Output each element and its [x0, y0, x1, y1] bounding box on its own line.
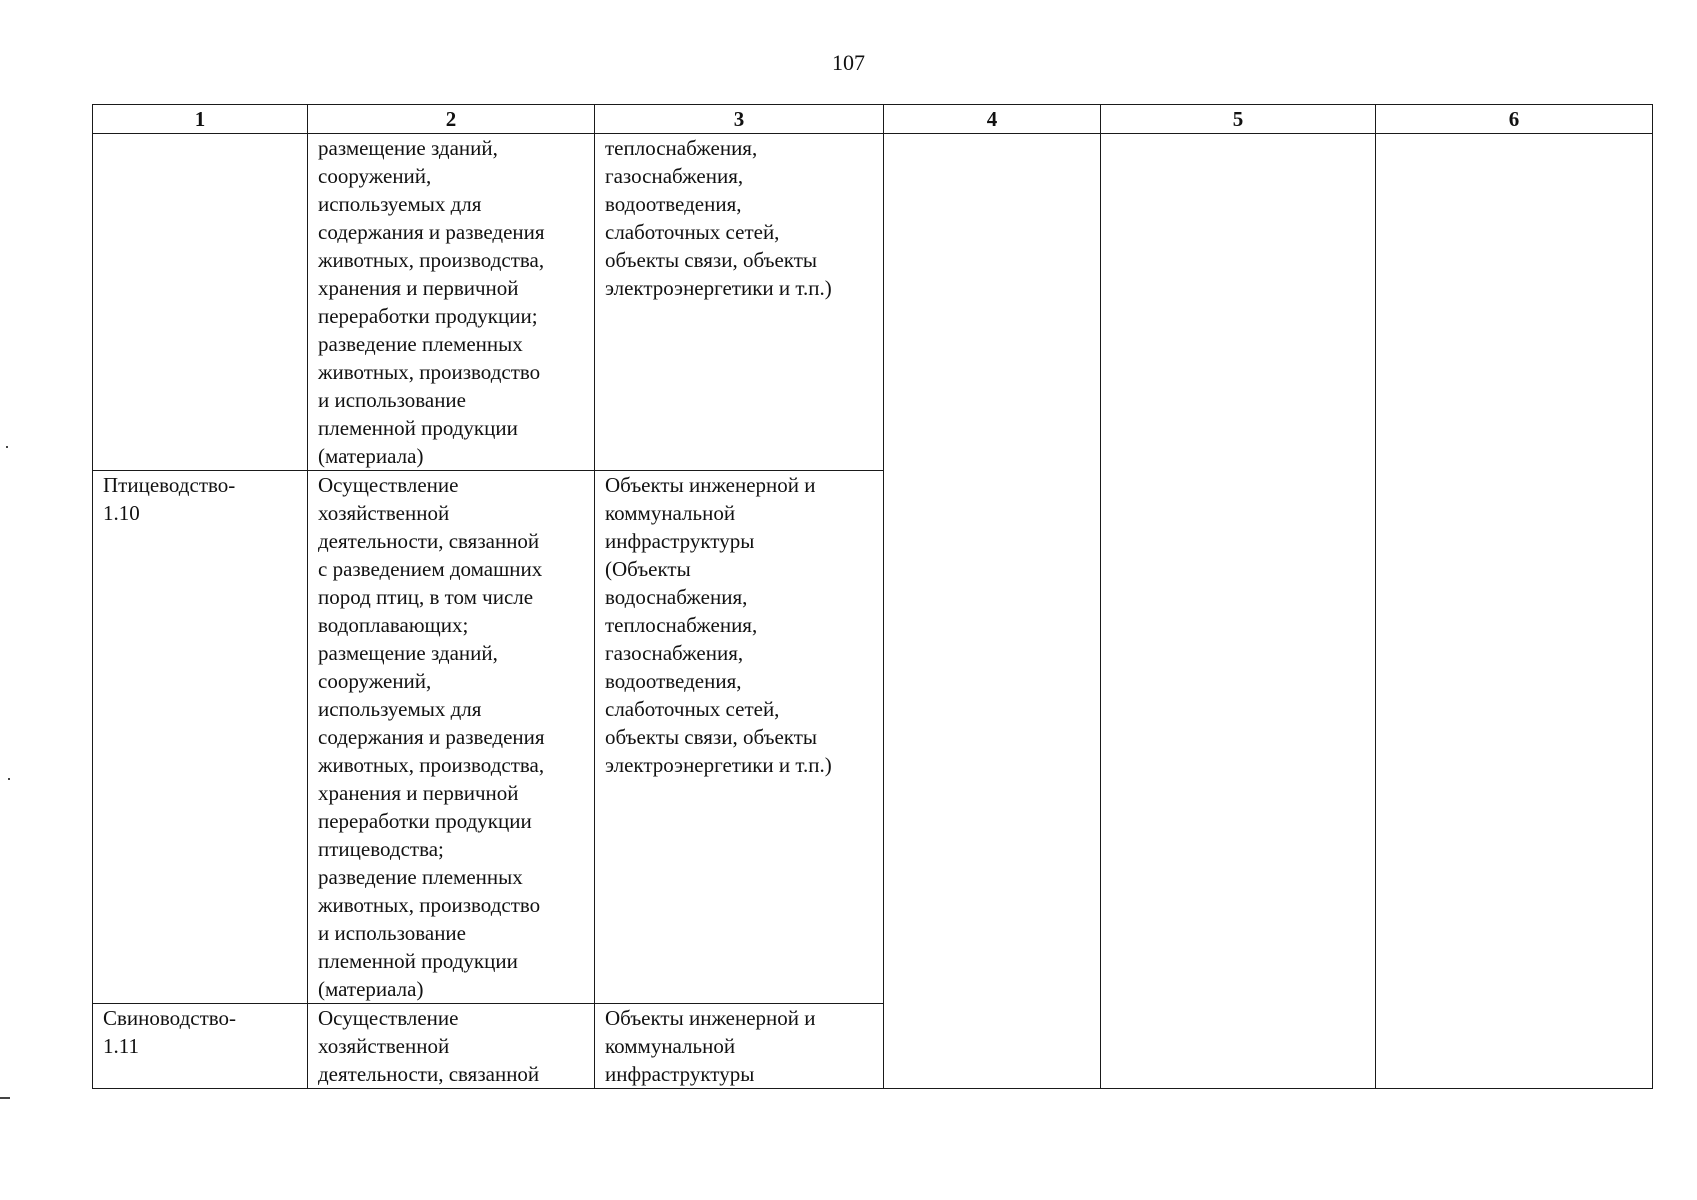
land-use-table	[92, 104, 1653, 1089]
cell-use-description: размещение зданий, сооружений, используемых для содержания и разведения животных, производства, хранения и первичной переработки продукции; разведение племенных животных, производство и использование племенной продукции (материала)	[308, 134, 595, 471]
header-col-6: 6	[1376, 105, 1653, 134]
scan-artifact	[0, 1097, 10, 1099]
header-col-1: 1	[93, 105, 308, 134]
cell-land-use-type: Птицеводство- 1.10	[93, 471, 308, 1004]
table-row	[93, 134, 1653, 471]
cell-col-4-empty	[884, 134, 1101, 1089]
cell-auxiliary-objects: Объекты инженерной и коммунальной инфраструктуры	[595, 1004, 884, 1089]
cell-use-description: Осуществление хозяйственной деятельности, связанной с разведением домашних пород птиц, в том числе водоплавающих; размещение зданий, сооружений, используемых для содержания и разведения животных, производства, хранения и первичной переработки продукции птицеводства; разведение племенных животных, производство и использование племенной продукции (материала)	[308, 471, 595, 1004]
cell-col-5-empty	[1101, 134, 1376, 1089]
cell-land-use-type	[93, 134, 308, 471]
cell-auxiliary-objects: теплоснабжения, газоснабжения, водоотведения, слаботочных сетей, объекты связи, объекты электроэнергетики и т.п.)	[595, 134, 884, 471]
table-header-row	[93, 105, 1653, 134]
cell-auxiliary-objects: Объекты инженерной и коммунальной инфраструктуры (Объекты водоснабжения, теплоснабжения, газоснабжения, водоотведения, слаботочных сетей, объекты связи, объекты электроэнергетики и т.п.)	[595, 471, 884, 1004]
cell-use-description: Осуществление хозяйственной деятельности, связанной	[308, 1004, 595, 1089]
scan-artifact	[8, 778, 10, 780]
header-col-3: 3	[595, 105, 884, 134]
scan-artifact	[6, 446, 8, 448]
cell-col-6-empty	[1376, 134, 1653, 1089]
page-number: 107	[832, 50, 865, 75]
cell-land-use-type: Свиноводство- 1.11	[93, 1004, 308, 1089]
header-col-2: 2	[308, 105, 595, 134]
header-col-4: 4	[884, 105, 1101, 134]
header-col-5: 5	[1101, 105, 1376, 134]
